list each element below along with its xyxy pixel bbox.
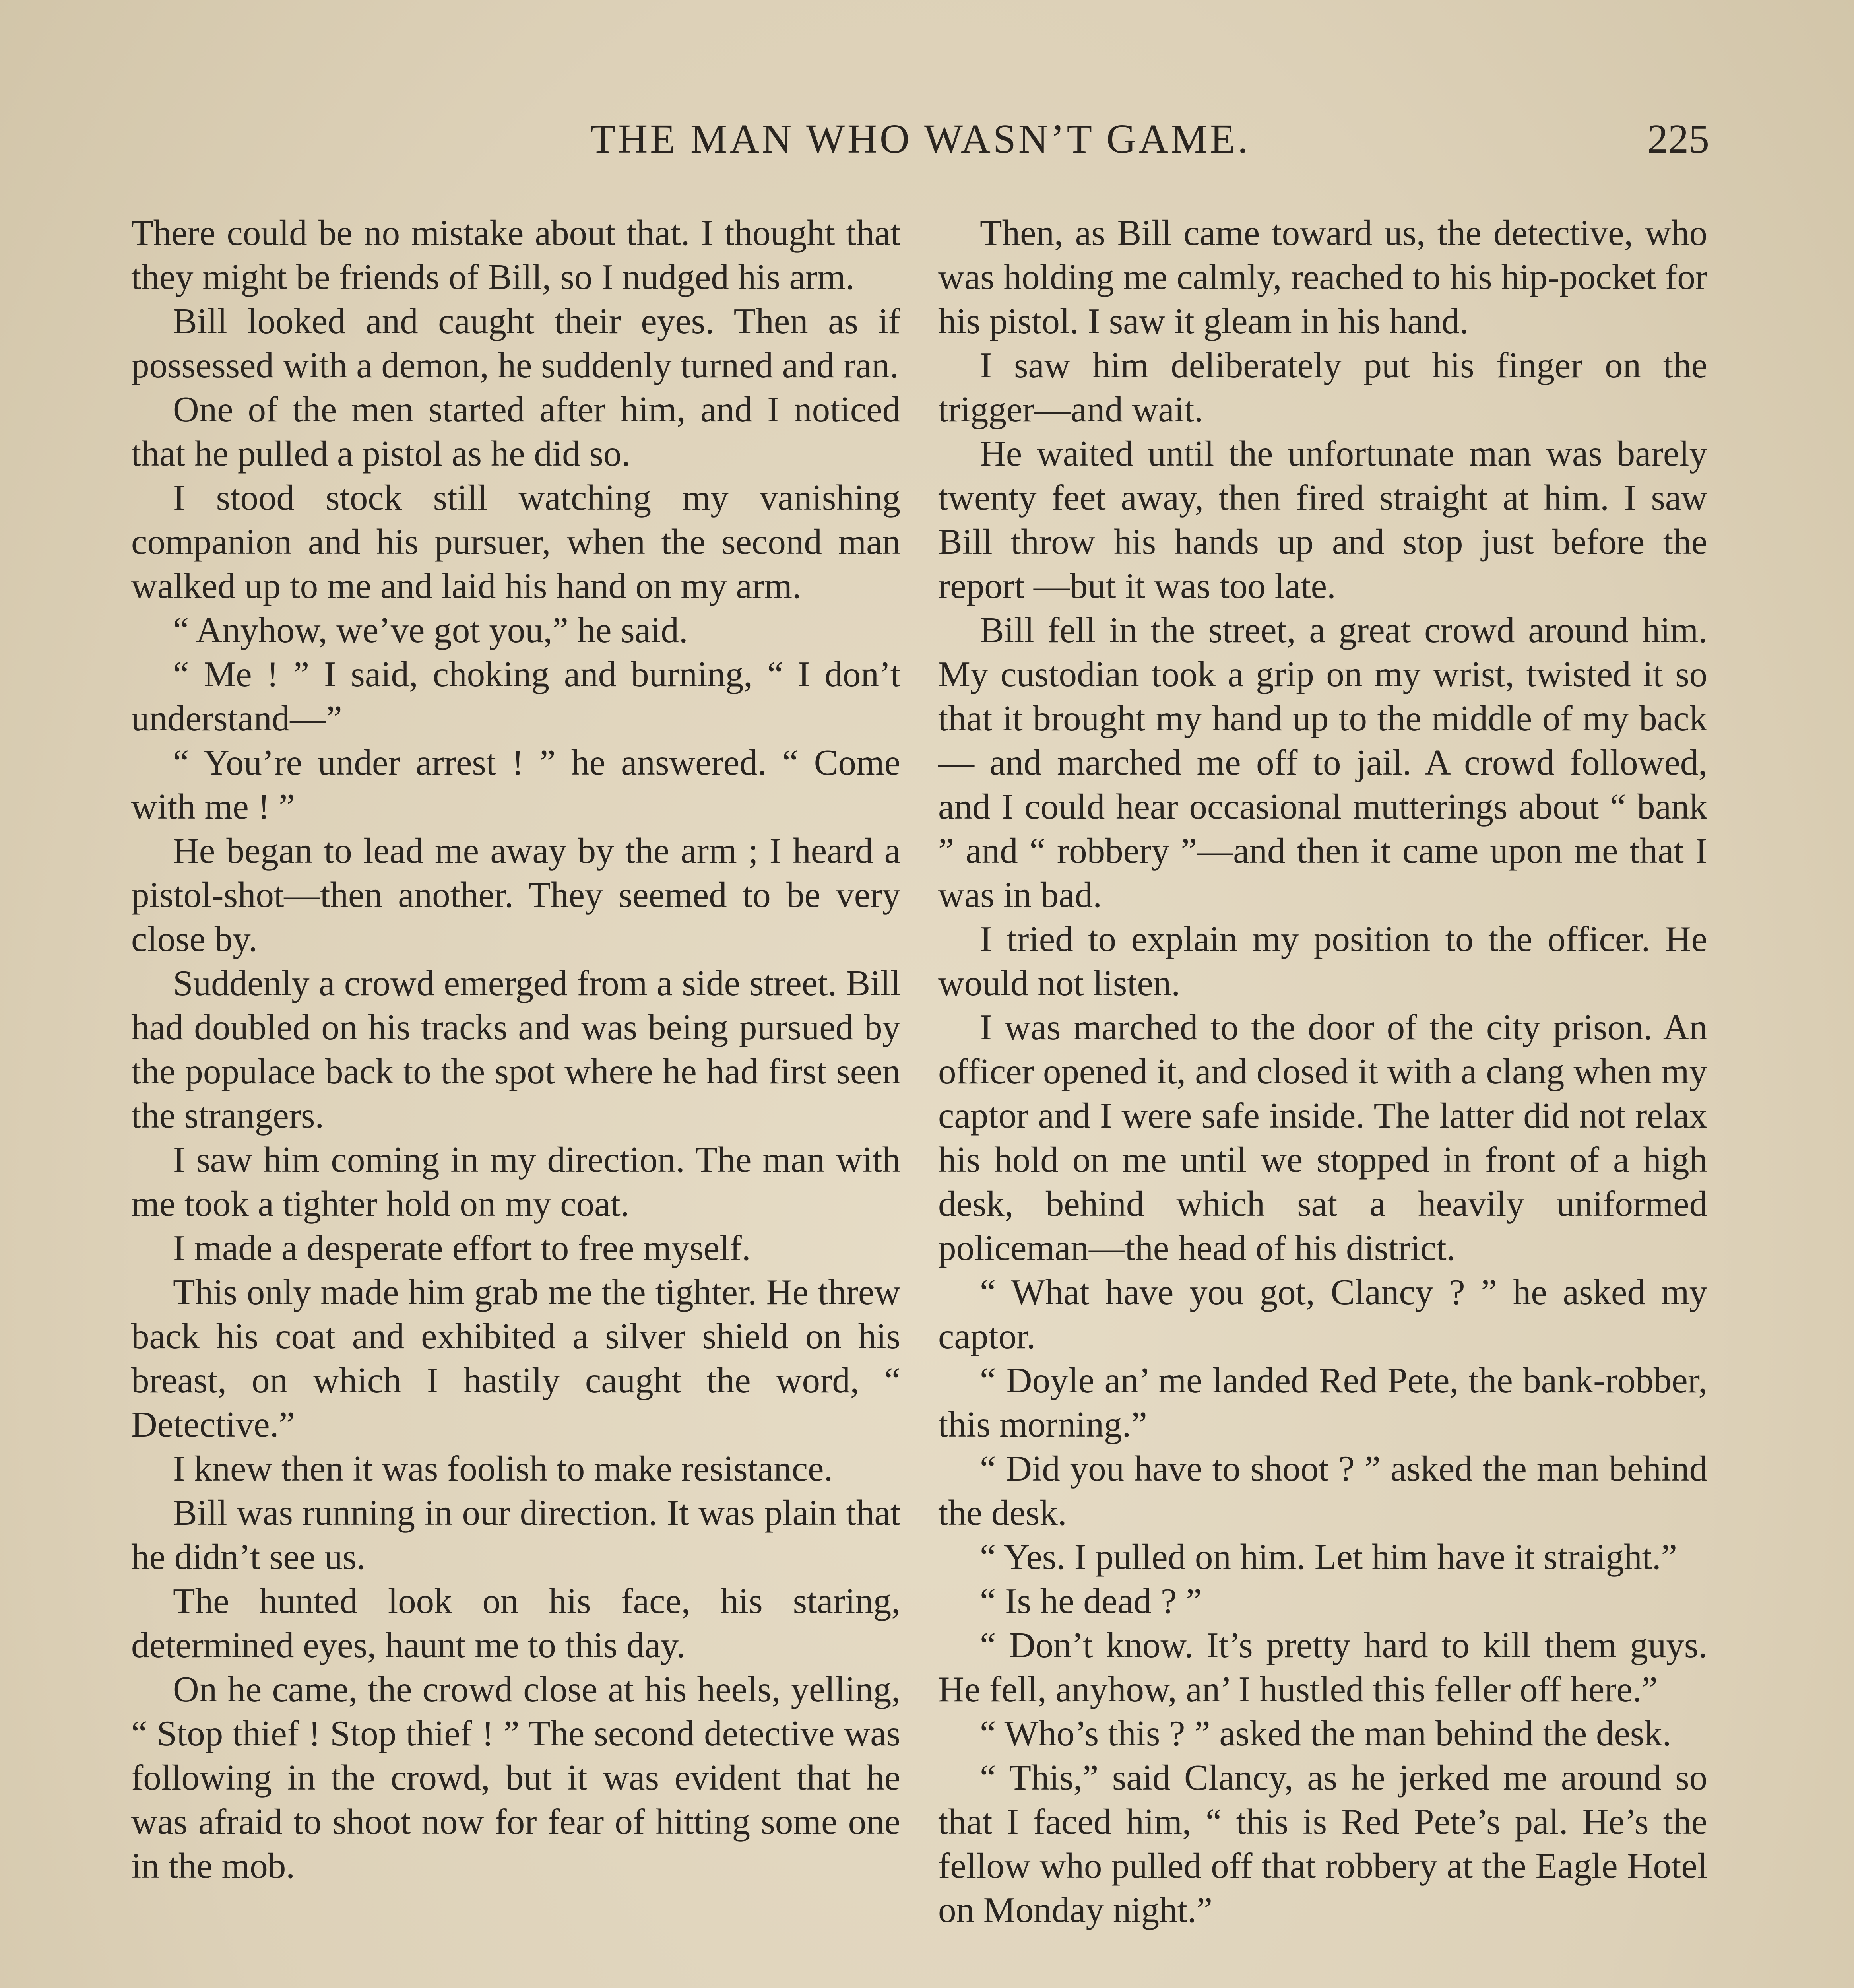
- paragraph: Suddenly a crowd emerged from a side street. Bill had doubled on his tracks and was being pursued by the populace back to the spot where he had first seen the strangers.: [131, 963, 900, 1136]
- paragraph: I tried to explain my position to the officer. He would not listen.: [938, 919, 1707, 1003]
- paragraph: “ What have you got, Clancy ? ” he asked my captor.: [938, 1272, 1707, 1356]
- paragraph: The hunted look on his face, his staring, determined eyes, haunt me to this day.: [131, 1581, 900, 1665]
- paragraph: Bill looked and caught their eyes. Then as if possessed with a demon, he suddenly turned and ran.: [131, 301, 900, 385]
- paragraph: “ This,” said Clancy, as he jerked me around so that I faced him, “ this is Red Pete’s pal. He’s the fellow who pulled off that robbery at the Eagle Hotel on Monday night.”: [938, 1757, 1707, 1930]
- paragraph: “ Don’t know. It’s pretty hard to kill them guys. He fell, anyhow, an’ I hustled this feller off here.”: [938, 1625, 1707, 1709]
- paragraph: “ Me ! ” I said, choking and burning, “ I don’t understand—”: [131, 654, 900, 738]
- paragraph: “ Anyhow, we’ve got you,” he said.: [173, 610, 688, 650]
- paragraph: “ Who’s this ? ” asked the man behind the desk.: [980, 1713, 1672, 1753]
- paragraph: “ Yes. I pulled on him. Let him have it straight.”: [980, 1537, 1678, 1577]
- paragraph: “ Is he dead ? ”: [980, 1581, 1202, 1621]
- paragraph: He began to lead me away by the arm ; I heard a pistol-shot—then another. They seemed to be very close by.: [131, 831, 900, 959]
- paragraph: He waited until the unfortunate man was barely twenty feet away, then fired straight at him. I saw Bill throw his hands up and stop just before the report —but it was too late.: [938, 433, 1707, 606]
- right-text-column: [938, 211, 1707, 1932]
- page-header: [131, 115, 1709, 163]
- paragraph: Bill was running in our direction. It was plain that he didn’t see us.: [131, 1493, 900, 1577]
- paragraph: “ Did you have to shoot ? ” asked the man behind the desk.: [938, 1448, 1707, 1533]
- paragraph: I knew then it was foolish to make resistance.: [173, 1448, 833, 1489]
- paragraph: Bill fell in the street, a great crowd around him. My custodian took a grip on my wrist, twisted it so that it brought my hand up to the middle of my back— and marched me off to jail. A crowd followed, and I could hear occasional mutterings about “ bank ” and “ robbery ”—and then it came upon me that I was in bad.: [938, 610, 1707, 915]
- running-head: THE MAN WHO WASN’T GAME.: [590, 116, 1251, 162]
- paragraph: Then, as Bill came toward us, the detective, who was holding me calmly, reached to his hip-pocket for his pistol. I saw it gleam in his hand.: [938, 213, 1707, 341]
- left-text-column: [131, 211, 900, 1888]
- paragraph: One of the men started after him, and I noticed that he pulled a pistol as he did so.: [131, 389, 900, 474]
- paragraph: On he came, the crowd close at his heels, yelling, “ Stop thief ! Stop thief ! ” The second detective was following in the crowd, but it was evident that he was afraid to shoot now for fear of hitting some one in the mob.: [131, 1669, 900, 1886]
- paragraph: This only made him grab me the tighter. He threw back his coat and exhibited a silver shield on his breast, on which I hastily caught the word, “ Detective.”: [131, 1272, 900, 1444]
- paragraph: “ Doyle an’ me landed Red Pete, the bank-robber, this morning.”: [938, 1360, 1707, 1444]
- paragraph: I saw him coming in my direction. The man with me took a tighter hold on my coat.: [131, 1140, 900, 1224]
- paragraph: I made a desperate effort to free myself.: [173, 1228, 751, 1268]
- page-number: 225: [1647, 116, 1709, 162]
- paragraph: I stood stock still watching my vanishing companion and his pursuer, when the second man walked up to me and laid his hand on my arm.: [131, 478, 900, 606]
- paragraph: “ You’re under arrest ! ” he answered. “ Come with me ! ”: [131, 742, 900, 827]
- paragraph: There could be no mistake about that. I thought that they might be friends of Bill, so I nudged his arm.: [131, 213, 900, 297]
- paragraph: I saw him deliberately put his finger on the trigger—and wait.: [938, 345, 1707, 429]
- paragraph: I was marched to the door of the city prison. An officer opened it, and closed it with a clang when my captor and I were safe inside. The latter did not relax his hold on me until we stopped in front of a high desk, behind which sat a heavily uniformed policeman—the head of his district.: [938, 1007, 1707, 1268]
